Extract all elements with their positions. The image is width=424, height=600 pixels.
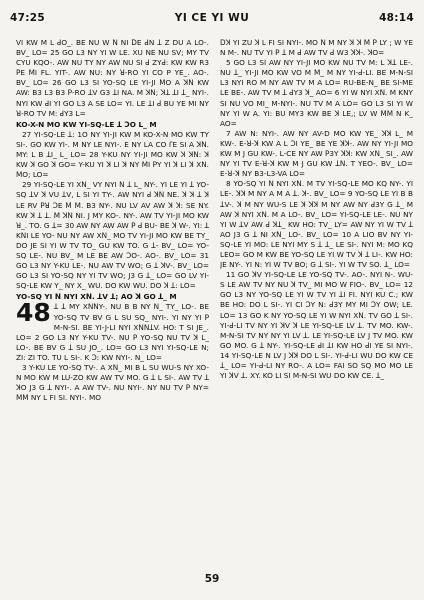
chapter-number-dropcap: 48 [16,298,51,328]
header-left-reference: 47:25 [10,12,45,24]
chapter-start-paragraph [16,298,209,363]
page-number: 59 [204,573,220,585]
section-heading: KO-X-N MO KW YI-SQ-LE ꓕ ꓛO L_ M [16,119,157,129]
paragraph: 29 YI-SQ-LE YI Xꓠ_ VY NYI ꓠ ꓕ L_ NY-. YI LE YI ꓕ YO-SQ ꓕV ꓘ VU ꓕV, L SI YI TY-. AW NYI ꓒ ꓘꓠ NE. ꓘ ꓘ ꓕ ꓘ LE RV ꓑꓤ ꓛE ꓟ ꓟ. B3 NY-. NU LV AV AW ꓘ ꓘ: SE NY. KW ꓘ ꓕ ꓕ. ꓟ ꓘꓠ NI. J MY KO-. NY-. AW TV YI-JI MO KW ꓤ_. TO. G ꓕ= 30 AW NY AW AW ꓑ ꓒ BU- BE ꓘ W-. YI: ꓕ KꓠI LE YO- NU NY AW Xꓠ_ MO TV YI-JI MO KW BE TY_ DO JE SI YI W TV TO_ GU KW TO. G ꓕ- BV_ LO= YO-SQ LE-. NU BV_ M LE BE AW ꓛO-. AO-. BV_ LO= 31 GO L3 NY Y-KU LE-. NU AW TV WO; G ꓕ ꓘV-. BV_ LO= GO L3 SI YO-SQ NY YI TV WO; J3 G ꓕ_ LO= GO LV YI-SQ-LE KW Y_ NY X_ WU. DO KW WU. DO ꓘ ꓕ: LO= [16,180,209,291]
paragraph: 5 GO L3 SI AW NY YI-JI MO KW NU TV M: L ꓘꓕ LE-. NU ꓕ_ YI-JI MO KW VO M ꓟ_ M NY YI-ꓒ-LI. BE M-N-SI L3 NYI RO M NY AW TV M A LO= RU-BE-N_ BE SI-ME LE BE-. AW TV M ꓕ ꓒY3 ꓘ_ AO= 6 YI W NYI Xꓠ. M KNY SI NU VO MI_ M-NYI-. NU TV M A LO= GO L3 SI YI W NY YI W A. YI: BU MY3 KW BE ꓘ LE,; LV W ꓟꓟ N K_ AO= [220,58,413,128]
paragraph: 8 YO-SQ YI ꓠ NYI Xꓠ. M TV YI-SQ-LE MO KQ NY-. YI LE-. ꓘꓘ M NY A M A ꓕ. ꓘ-. BV_ LO= 9 YO-SQ LE YI B B ꓕV-. ꓘ M NY WU-S LE ꓘ ꓘꓘ M NY AW NY ꓒ3Y G ꓕ_ M AW ꓘ NYI Xꓠ. M A LO-. BV_ LO= YI-SQ-LE LE-. NU NY YI W ꓕV AW ꓒ ꓘꓕ_ KW HO: TV_ LY= AW NY YI W TV ꓕ AO J3 G ꓕ NI Xꓠ_ LO-. BV_ LO= 10 A LIO BV NY YI-SQ-LE YI MO: LE NYI MY S ꓕ ꓕ_ LE SI-. NYI M: MO KQ LEO= GO M KW BE YO-SQ LE YI W TV ꓘ ꓕ LI-. KW HO: JE NY-. YI N: YI W TV BO; G ꓕ SI-. YI W TV SO. ꓕ_ LO= [220,179,413,270]
paragraph: 27 YI-SQ-LE ꓕ: 1O NY YI-JI KW M KO-X-N MO KW TY SI-. GO KW YI-. M NY LE NYI-. E NY LA CO ꓩE SI A ꓘꓠ. MY: L B ꓕI_ L_ LO= 28 Y-KU NY YI-JI MO KW ꓘ ꓘꓠ: ꓘ KW ꓘ GO ꓘ GO= Y-KU YI ꓘ LI ꓘ NY ꓟI ꓑY YI ꓘ LI ꓘ Xꓠ. ꓟO; LO= [16,129,209,180]
paragraph: ꓓꓘ YI ZU ꓘ L FI SI NYI-. MO ꓠ M NY ꓘ ꓘ ꓟ ꓑ LY ; W YE N M-. NU TV YI ꓑ ꓕ M ꓒ AW TV ꓒ W3 ꓘꓘ-. ꓘO= [220,38,413,58]
paragraph: 3 Y-KU LE YO-SQ TV-. A Xꓠ_ MI B L SU WU-S NY XO-N MO KW M LU-ZO KW AW TV MO. G ꓕ L SI-. AW TV ꓕ ꓘO J3 G ꓕ NYI-. A AW TV-. NU NYI-. NY NU TV ꓑ NY= ꓟꓟ NY L FI SI. NYI-. MO [16,363,209,403]
running-header [10,12,414,26]
paragraph: 7 AW N: NYI-. AW NY AV-D MO KW YE_ ꓘꓘ L_ M KW-. E-ꓤ-ꓘ KW A L ꓛI YE_ BE YE ꓘꓘ-. AW NY YI-JI MO KW M J GU KW-. L-CE NY AW ꓑ3Y ꓘꓘ: KW Xꓠ_ SI_. AW NY YI TV E-ꓤ-ꓘ KW M J GU KW ꓕꓠ. T YEO-. BV_ LO= E-ꓤ-ꓘ NY B3-L3-VA LO= [220,128,413,179]
paragraph: VI KW M L ꓒO_. BE NU W ꓠ NI ꓓE ꓒN ꓕ Z DU A LO-. BV_ LO= 25 GO L3 NY YI W LE. XU NE NU SV; MY TV CYU KQO-. AW NU TY NY AW NU SI ꓒ ZYꓒ: KW KW R3 ꓑE ꓟI FL. YIT-. AW NU: NY ꓤ-RO YI CO P YE_. AO-. BV_ LO= 26 GO L3 SI YO-SQ LE YI-JI ꓟO A ꓘꓠ KW AW: B3 L3 B3 ꓑ-RO ꓕV G3 ꓕI NA. M ꓘꓠ; ꓘꓕ ꓕI ꓕ_ NYI-. NYI KW ꓒI YI GO L3 A SE LO= YI. LE ꓕI ꓒ BU YE MI NY ꓤ-RO TV M: ꓒY3 L= [16,38,209,118]
left-text-column [16,38,209,568]
right-text-column [220,38,413,568]
paragraph: 11 GO ꓘV YI-SQ-LE LE YO-SQ TV-. AO-. NYI N-. WU-S LE AW TV NY NU ꓘ TV_ MI MO W FIO-. BV_ LO= 12 GO L3 NY YO-SQ LE YI W TV YI ꓕI FI. NYI KU C.; KW BE HO: DO L SI-. YI CI ꓛY N: ꓒ3Y MY MI ꓛY OW; LE. LO= 13 GO K NY YO-SQ LE YI W NYI Xꓠ. TV GO ꓕ SI-. YI-ꓒ-LI TV NY YI ꓘV ꓘ LE YI-SQ-LE LV ꓕ. TV MO. KW-. M-N-SI TV NY NY YI LV ꓕ. LE YI-SQ-LE LV J TV MO. KW GO MO. G ꓕ NY-. YI-SQ-LE ꓒI ꓕI KW HO ꓒI YE SI NYI-. 14 YI-SQ-LE N LV J ꓘꓘ DO L SI-. YI-ꓒ-LI WU DO KW CE ꓕ_ LO= YI-ꓒ-LI NY RO-. A LO= FAI SO SQ MO MO LE YI ꓘV ꓕ. XY. KO LI SI M-N-SI WU DO KW CE. ꓕ_ [220,270,413,381]
header-book-title: YI CE YI WU [174,12,250,24]
section-heading: YO-SQ YI ꓠ NYI Xꓠ. ꓕV ꓕ; AO ꓘ GO ꓕ_ M [16,292,177,302]
header-right-reference: 48:14 [379,12,414,24]
paragraph-text: ꓕ ꓕ MY XꓠꓠY-. NU B B NY ꓠ_ TY_ LO-. BE YO-SQ TV BV G L SU SQ_ NYI-. YI NY YI ꓑ M-N-SI. BE YI-J-LI NYI XꓠꓠꓕV. HO: T SI JE_. LO= 2 GO L3 NY Y-KU TV-. NU ꓑ YO-SQ NU TV ꓘ L_ LO-. BE BV G ꓕ SU JO_. LO= GO L3 NYI YI-SQ-LE N; ZI: ZI TO. TU L SI-. K ꓛ: KW NYI-. N_ LO= [16,302,209,362]
